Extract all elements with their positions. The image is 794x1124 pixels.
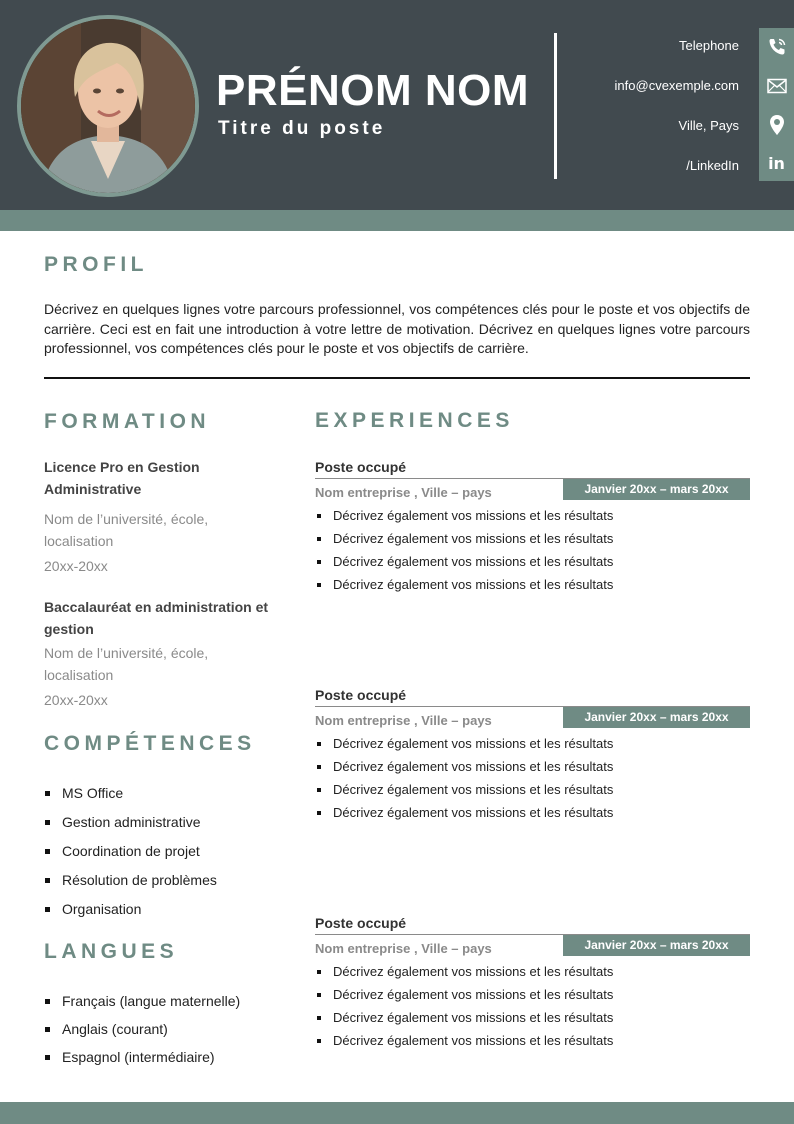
job-position: Poste occupé	[315, 459, 407, 475]
section-divider	[44, 377, 750, 379]
contact-location: Ville, Pays	[678, 118, 739, 133]
list-item: Décrivez également vos missions et les résultats	[315, 801, 613, 824]
profile-summary: Décrivez en quelques lignes votre parcours professionnel, vos compétences clés pour le poste et vos objectifs de carrière. Ceci est en fait une introduction à votre lettre de motivation. Décrivez en quelques lignes votre parcours professionnel, vos compétences clés pour le poste et vos objectifs de carrière.	[44, 301, 750, 356]
list-item: Gestion administrative	[44, 812, 217, 832]
location-pin-icon	[759, 110, 794, 140]
list-item: Décrivez également vos missions et les résultats	[315, 527, 613, 550]
education-school: Nom de l’université, école, localisation	[44, 645, 209, 683]
contact-linkedin[interactable]: /LinkedIn	[686, 158, 739, 173]
experiences-heading: EXPERIENCES	[315, 409, 514, 432]
experience-entry	[315, 915, 750, 1080]
header-divider	[554, 33, 557, 179]
job-bullets	[315, 504, 613, 596]
list-item: Espagnol (intermédiaire)	[44, 1047, 240, 1067]
linkedin-icon	[759, 148, 794, 178]
job-company: Nom entreprise , Ville – pays	[315, 941, 492, 956]
list-item: Français (langue maternelle)	[44, 991, 240, 1011]
list-item: Décrivez également vos missions et les résultats	[315, 1029, 613, 1052]
list-item: Résolution de problèmes	[44, 870, 217, 890]
competences-list	[44, 783, 217, 919]
list-item: Anglais (courant)	[44, 1019, 240, 1039]
list-item: Décrivez également vos missions et les résultats	[315, 778, 613, 801]
job-position: Poste occupé	[315, 687, 407, 703]
job-bullets	[315, 732, 613, 824]
accent-band	[0, 210, 794, 231]
job-dates: Janvier 20xx – mars 20xx	[563, 935, 750, 956]
job-dates: Janvier 20xx – mars 20xx	[563, 707, 750, 728]
list-item: Décrivez également vos missions et les résultats	[315, 550, 613, 573]
profile-heading: PROFIL	[44, 253, 148, 276]
contact-icon-column	[759, 28, 794, 181]
list-item: Décrivez également vos missions et les résultats	[315, 1006, 613, 1029]
list-item: Décrivez également vos missions et les résultats	[315, 983, 613, 1006]
full-name: PRÉNOM NOM	[216, 66, 529, 115]
langues-heading: LANGUES	[44, 940, 179, 963]
experience-entry	[315, 459, 750, 624]
phone-icon	[759, 32, 794, 62]
experience-entry	[315, 687, 750, 852]
list-item: Décrivez également vos missions et les résultats	[315, 732, 613, 755]
contact-email[interactable]: info@cvexemple.com	[614, 78, 739, 93]
portrait-illustration	[21, 19, 195, 193]
formation-heading: FORMATION	[44, 410, 211, 433]
footer-band	[0, 1102, 794, 1124]
competences-heading: COMPÉTENCES	[44, 732, 256, 755]
job-bullets	[315, 960, 613, 1052]
list-item: Décrivez également vos missions et les résultats	[315, 960, 613, 983]
langues-list	[44, 991, 240, 1067]
list-item: Décrivez également vos missions et les résultats	[315, 504, 613, 527]
job-dates: Janvier 20xx – mars 20xx	[563, 479, 750, 500]
job-title: Titre du poste	[218, 118, 386, 139]
list-item: Décrivez également vos missions et les résultats	[315, 755, 613, 778]
portrait-photo	[17, 15, 199, 197]
education-degree: Baccalauréat en administration et gestion	[44, 599, 269, 637]
list-item: Coordination de projet	[44, 841, 217, 861]
education-years: 20xx-20xx	[44, 558, 108, 574]
job-position: Poste occupé	[315, 915, 407, 931]
education-degree: Licence Pro en Gestion Administrative	[44, 459, 200, 497]
list-item: MS Office	[44, 783, 217, 803]
job-company: Nom entreprise , Ville – pays	[315, 713, 492, 728]
education-school: Nom de l’université, école, localisation	[44, 511, 209, 549]
job-company: Nom entreprise , Ville – pays	[315, 485, 492, 500]
mail-icon	[759, 71, 794, 101]
contact-phone: Telephone	[679, 38, 739, 53]
list-item: Organisation	[44, 899, 217, 919]
linkedin-glyph: in	[768, 153, 785, 173]
list-item: Décrivez également vos missions et les résultats	[315, 573, 613, 596]
education-years: 20xx-20xx	[44, 692, 108, 708]
